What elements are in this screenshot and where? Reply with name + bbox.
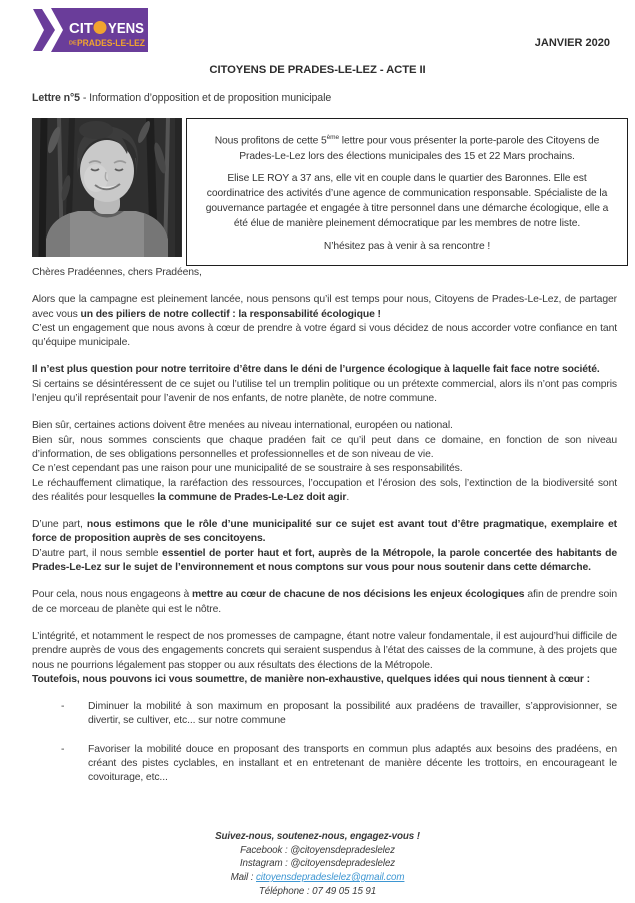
box-paragraph-1 [199,130,615,164]
logo-word-part2: YENS [108,21,145,37]
logo-sub-small: DE [69,40,77,47]
logo-ribbon-tail [33,9,55,51]
footer-instagram: Instagram : @citoyensdepradeslelez [239,858,396,870]
text-run: afin de prendre soin de ce morceau de planète qui est le nôtre. [32,589,618,615]
text-run: Bien sûr, nous sommes conscients que chaque pradéen fait ce qu’il peut dans ce domaine, en fonction de son niveau d’information, de ses obligations personnelles et professionnelles et de son niveau de vie. [32,434,617,460]
footer-mail-label: Mail : [230,872,256,884]
list-item: - Diminuer la mobilité à son maximum en proposant la possibilité aux pradéens de travailler, s’approvisionner, se divertir, se cultiver, etc... sur notre commune [88,700,617,729]
portrait-photo [32,118,182,257]
body-paragraphs [32,293,617,687]
paragraph [32,518,617,575]
logo-sub-main: PRADES-LE-LEZ [77,38,146,49]
paragraph [32,363,617,406]
page-title: CITOYENS DE PRADES-LE-LEZ - ACTE II [209,64,426,76]
paragraph [32,419,617,505]
box-p1-sup: ème [326,134,340,141]
box-paragraph-3: N’hésitez pas à venir à sa rencontre ! [323,240,491,252]
salutation: Chères Pradéennes, chers Pradéens, [32,267,202,278]
footer-facebook: Facebook : @citoyensdepradeslelez [240,844,395,856]
letter-body [32,266,617,800]
text-run: Pour cela, nous nous engageons à [32,589,192,601]
text-run: D’autre part, il nous semble [32,547,163,559]
text-run: la commune de Prades-Le-Lez doit agir [157,491,347,503]
footer [0,830,635,899]
letter-subtitle: - Information d’opposition et de proposition municipale [79,92,332,104]
logo-sun-icon [94,21,107,34]
text-run: . [346,491,350,503]
paragraph [32,630,617,687]
text-run: nous estimons que le rôle d’une municipalité sur ce sujet est avant tout d’être pragmatique, exemplaire et force de proposition auprès de ses concitoyens. [32,519,617,545]
text-run: essentiel de porter haut et fort, auprès de la Métropole, la parole concertée des habitants de Prades-Le-Lez sur le sujet de l’environnement et nous comptons sur vous pour nous soutenir dans cette démarche. [32,547,617,574]
intro-section [32,118,628,266]
text-run: Si certains se désintéressent de ce sujet ou l’utilise tel un tremplin politique ou un prétexte commercial, alors ils n’ont pas compris l’enjeu qu’il représentait pour l’avenir de nos enfants, de notre planète, de notre commune. [32,378,617,405]
text-run: Alors que la campagne est pleinement lancée, nous pensons qu’il est temps pour nous, Citoyens de Prades-Le-Lez, de partager avec vous [32,294,617,320]
text-run: D’une part, [32,519,87,531]
text-run: Le réchauffement climatique, la raréfaction des ressources, l’occupation et l’érosion des sols, l’extinction de la biodiversité sont des réalités pour lesquelles [32,477,617,503]
citoyens-logo [33,8,148,52]
mail-link[interactable]: citoyensdepradeslelez@gmail.com [256,872,405,884]
idea-list [32,700,617,785]
box-paragraph-2: Elise LE ROY a 37 ans, elle vit en couple dans le quartier des Baronnes. Elle est coordinatrice des activités d’une agence de communication responsable. Spécialiste de la gouvernance partagée et engagée à titre personnel dans une démarche écologique, elle a été élue de manière pleinement démocratique par les membres de notre liste. [205,172,609,230]
footer-tagline: Suivez-nous, soutenez-nous, engagez-vous ! [215,831,420,842]
text-run: mettre au cœur de chacune de nos décisions les enjeux écologiques [191,589,525,601]
footer-mail-line [0,871,635,885]
text-run: L’intégrité, et notamment le respect de nos promesses de campagne, étant notre valeur fondamentale, il est aujourd’hui difficile de prendre auprès de vous des engagements concrets qui seraient suspendus à l’état des caisses de la commune, à des projets que nous ne pourrions légalement pas stopper ou aux résultats des élections de la Métropole. [32,630,617,671]
spokesperson-box [186,118,628,266]
text-run: Bien sûr, certaines actions doivent être menées au niveau international, européen ou national. [32,420,453,432]
list-item: - Favoriser la mobilité douce en proposant des transports en commun plus adaptés aux besoins des pradéens, en créant des pistes cyclables, en installant et en entretenant de manière décente les trottoirs, en encourageant le covoiturage, etc... [88,743,617,786]
text-run: Il n’est plus question pour notre territoire d’être dans le déni de l’urgence écologique à laquelle fait face notre société. [32,364,600,376]
text-run: C’est un engagement que nous avons à cœur de prendre à votre égard si vous décidez de nous accorder votre confiance en tant qu’équipe municipale. [32,322,617,349]
letter-subtitle-line [32,92,331,104]
paragraph [32,588,617,617]
letter-number: Lettre n°5 [32,92,80,104]
paragraph [32,293,617,350]
issue-date: JANVIER 2020 [534,37,610,49]
text-run: Toutefois, nous pouvons ici vous soumettre, de manière non-exhaustive, quelques idées qui nous tiennent à cœur : [32,673,590,685]
logo-word-part1: CIT [69,21,94,37]
text-run: Ce n’est cependant pas une raison pour une municipalité de se soustraire à ses responsabilités. [32,463,463,475]
footer-phone: Téléphone : 07 49 05 15 91 [258,885,377,897]
box-p1-rest: lettre pour vous présenter la porte-parole des Citoyens de Prades-Le-Lez lors des élections municipales des 15 et 22 Mars prochains. [239,135,600,162]
box-p1-start: Nous profitons de cette 5 [214,135,327,147]
text-run: un des piliers de notre collectif : la responsabilité écologique ! [80,308,381,320]
